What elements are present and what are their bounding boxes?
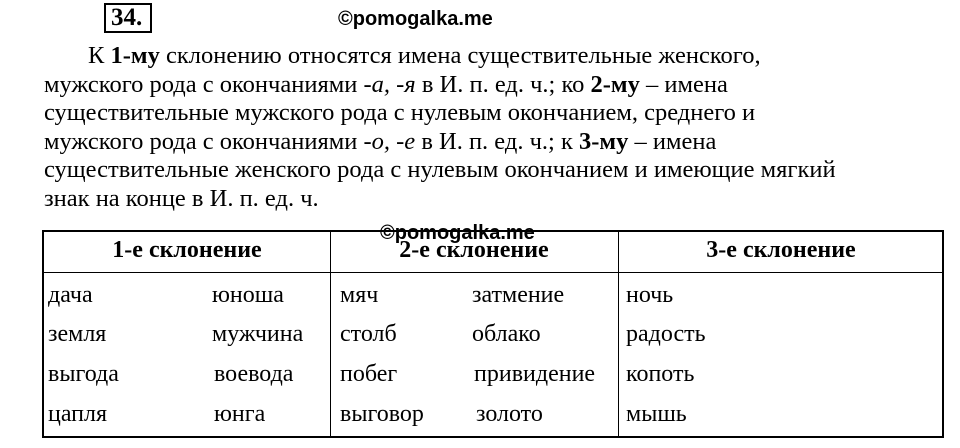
- text-run: знак на конце в И. п. ед. ч.: [44, 184, 319, 212]
- table-cell: побег: [340, 361, 398, 387]
- text-run: склонению относятся имена существительные женского,: [159, 42, 761, 69]
- table-cell: радость: [626, 321, 706, 347]
- bold-term: 3-му: [578, 127, 629, 155]
- table-cell: мышь: [626, 401, 687, 427]
- paragraph-line: [44, 185, 944, 214]
- table-cell: земля: [48, 321, 107, 347]
- table-cell: выгода: [48, 361, 119, 387]
- header-first-declension: 1-е склонение: [112, 237, 262, 263]
- table-cell: выговор: [340, 401, 424, 427]
- rule-paragraph: [44, 42, 944, 214]
- text-run: в И. п. ед. ч.; ко: [415, 70, 591, 98]
- table-cell: юнга: [214, 401, 266, 427]
- paragraph-line: [44, 42, 944, 71]
- table-cell: цапля: [48, 401, 108, 427]
- table-cell: столб: [340, 321, 397, 347]
- paragraph-line: [44, 71, 944, 100]
- table-cell: копоть: [626, 361, 695, 387]
- text-run: существительные женского рода с нулевым окончанием и имеющие мягкий: [44, 156, 836, 184]
- table-cell: ночь: [626, 282, 674, 308]
- bold-term: 2-му: [590, 70, 640, 98]
- table-cell: облако: [472, 321, 541, 347]
- italic-ending: -о, -е: [363, 127, 416, 155]
- paragraph-line: [44, 128, 944, 157]
- text-run: К: [88, 42, 111, 69]
- header-third-declension: 3-е склонение: [706, 237, 856, 263]
- header-second-declension: 2-е склонение: [399, 237, 549, 263]
- table-cell: привидение: [474, 361, 596, 387]
- table-cell: юноша: [212, 282, 284, 308]
- table-cell: золото: [476, 401, 543, 427]
- text-run: существительные мужского рода с нулевым окончанием, среднего и: [44, 99, 756, 127]
- text-run: – имена: [628, 127, 717, 155]
- text-run: мужского рода с окончаниями: [44, 127, 364, 155]
- exercise-number: 34.: [104, 3, 152, 33]
- text-run: в И. п. ед. ч.; к: [415, 127, 579, 155]
- text-run: – имена: [639, 70, 728, 98]
- table-cell: затмение: [472, 282, 565, 308]
- table-cell: мужчина: [212, 321, 304, 347]
- italic-ending: -а, -я: [363, 70, 416, 98]
- paragraph-line: [44, 99, 944, 128]
- paragraph-line: [44, 156, 944, 185]
- watermark-top: ©pomogalka.me: [338, 8, 493, 30]
- header-divider: [44, 272, 942, 273]
- table-cell: мяч: [340, 282, 379, 308]
- table-cell: дача: [48, 282, 93, 308]
- text-run: мужского рода с окончаниями: [44, 70, 364, 98]
- watermark-middle: ©pomogalka.me: [380, 222, 535, 244]
- bold-term: 1-му: [110, 42, 160, 69]
- declension-table: [42, 230, 944, 438]
- table-cell: воевода: [214, 361, 294, 387]
